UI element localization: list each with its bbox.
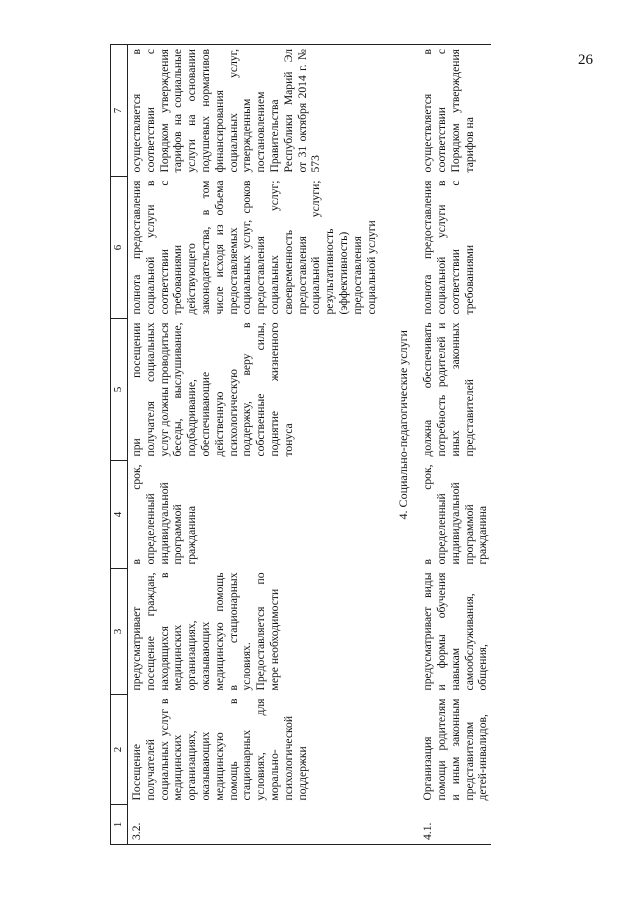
service-name: Организация помощи родителям и иным законным представителям детей-инвалидов, xyxy=(421,698,490,801)
header-row xyxy=(111,45,128,845)
page-number: 26 xyxy=(578,52,593,68)
row-number: 3.2. xyxy=(128,805,380,845)
service-payment: осуществляется в соответствии с Порядком утверждения тарифов на xyxy=(419,45,491,177)
header-col-5: 5 xyxy=(111,319,128,461)
header-col-4: 4 xyxy=(111,461,128,569)
header-col-7: 7 xyxy=(111,45,128,177)
rotated-table-sheet xyxy=(110,45,560,845)
header-col-6: 6 xyxy=(111,177,128,319)
service-term: в срок, определенный индивидуальной программой гражданина xyxy=(130,464,199,565)
service-standard: должна обеспечивать потребность родителей и иных законных представителей xyxy=(421,322,476,457)
services-table xyxy=(110,44,491,845)
service-standard: при посещении получателя социальных услуг должны проводиться беседы, выслушивание, подбадривание, обеспечивающие действенную психологическую поддержку, веру в собственные силы, поднятие жизненного тонуса xyxy=(130,322,295,457)
section-row xyxy=(379,45,419,845)
service-name: Посещение получателей социальных услуг в медицинских организациях, оказывающих медицинскую помощь в стационарных условиях, для морально-психологической поддержки xyxy=(130,698,309,801)
header-col-3: 3 xyxy=(111,569,128,695)
service-term: в срок, определенный индивидуальной программой гражданина xyxy=(421,464,490,565)
table-row-4-1 xyxy=(419,45,491,845)
service-evaluation: полнота предоставления социальной услуги в соответствии с требованиями xyxy=(421,180,476,315)
service-description: предусматривает посещение граждан, находящихся в медицинских организациях, оказывающих медицинскую помощь в стационарных условиях. Предоставляется по мере необходимости xyxy=(130,572,281,691)
header-col-2: 2 xyxy=(111,695,128,805)
table-row-3-2 xyxy=(128,45,380,845)
service-payment: осуществляется в соответствии с Порядком утверждения тарифов на социальные услуги на основании подушевых нормативов финансирования социальных услуг, утвержденным постановлением Правительства Республики Марий Эл от 31 октября 2014 г. № 573 xyxy=(128,45,380,177)
header-col-1: 1 xyxy=(111,805,128,845)
row-number: 4.1. xyxy=(419,805,491,845)
section-title: 4. Социально-педагогические услуги xyxy=(379,45,419,805)
service-evaluation: полнота предоставления социальной услуги в соответствии с требованиями действующего законодательства, в том числе исходя из объема предоставляемых социальных услуг, сроков предоставления социальных услуг; своевременность предоставления социальной услуги; результативность (эффективность) предоставления социальной услуги xyxy=(130,180,378,315)
service-description: предусматривает виды и формы обучения навыкам самообслуживания, общения, xyxy=(421,572,490,691)
